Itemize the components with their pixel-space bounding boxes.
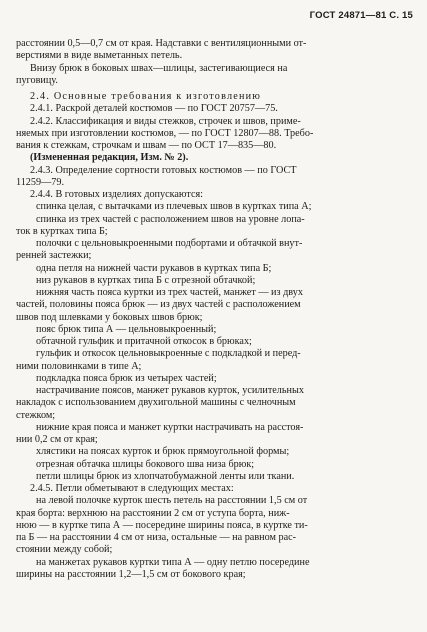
text-line: ними половинками в типе А; — [16, 360, 142, 372]
text-line: швов под шлевками у боковых швов брюк; — [16, 311, 203, 323]
text-line: ренней застежки; — [16, 250, 92, 262]
text-line: стоянии между собой; — [16, 544, 113, 556]
text-line: пуговицу. — [16, 74, 58, 86]
page-header: ГОСТ 24871—81 С. 15 — [309, 10, 413, 21]
text-line: настрачивание поясов, манжет рукавов курток, усилительных — [36, 385, 304, 396]
text-line: спинка целая, с вытачками из плечевых швов в куртках типа А; — [36, 201, 312, 213]
text-line: одна петля на нижней части рукавов в куртках типа Б; — [36, 262, 272, 274]
text-line: ток в куртках типа Б; — [16, 225, 108, 237]
text-line: нижние края пояса и манжет куртки настрачивать на расстоя- — [36, 421, 304, 433]
text-line: хлястики на поясах курток и брюк прямоугольной формы; — [36, 446, 290, 458]
text-line: частей, половины пояса брюк — из двух частей с расположением — [16, 299, 301, 311]
text-line: полочки с цельновыкроенными подбортами и обтачкой внут- — [36, 238, 303, 249]
text-line: 2.4.1. Раскрой деталей костюмов — по ГОСТ 20757—75. — [30, 103, 278, 115]
text-line: пояс брюк типа А — цельновыкроенный; — [36, 323, 217, 335]
text-line: накладок с использованием двухигольной машины с челночным — [16, 397, 296, 409]
text-line: верстиями в виде выметанных петель. — [16, 50, 183, 62]
text-line: 11259—79. — [16, 176, 65, 188]
text-line: стежком; — [16, 409, 56, 421]
text-line: петли шлицы брюк из хлопчатобумажной ленты или ткани. — [36, 470, 295, 482]
text-line: низ рукавов в куртках типа Б с отрезной обтачкой; — [36, 274, 256, 286]
text-line: расстоянии 0,5—0,7 см от края. Надставки с вентиляционными от- — [16, 38, 307, 49]
text-line: нии 0,2 см от края; — [16, 434, 98, 445]
text-line: нижняя часть пояса куртки из трех частей, манжет — из двух — [36, 287, 303, 298]
text-line: 2.4.5. Петли обметывают в следующих местах: — [30, 483, 234, 494]
text-line: па Б — на расстоянии 4 см от низа, остальные — на равном рас- — [16, 532, 297, 543]
document-body — [16, 38, 409, 581]
text-line: 2.4. Основные требования к изготовлению — [30, 91, 262, 102]
text-line: спинка из трех частей с расположением швов на уровне лопа- — [36, 213, 305, 225]
text-line: гульфик и откосок цельновыкроенные с подкладкой и перед- — [36, 348, 301, 360]
text-line: 2.4.4. В готовых изделиях допускаются: — [30, 189, 204, 200]
text-line: обтачной гульфик и притачной откосок в брюках; — [36, 336, 252, 347]
text-line: няемых при изготовлении костюмов, — по ГОСТ 12807—88. Требо- — [16, 127, 314, 139]
text-line: (Измененная редакция, Изм. № 2). — [30, 152, 189, 164]
text-line: края борта: верхнюю на расстоянии 2 см от уступа борта, ниж- — [16, 507, 290, 519]
text-line: нюю — в куртке типа А — посередине ширины пояса, в куртке ти- — [16, 519, 308, 531]
text-line: 2.4.2. Классификация и виды стежков, строчек и швов, приме- — [30, 115, 301, 127]
text-line: отрезная обтачка шлицы бокового шва низа брюк; — [36, 458, 255, 470]
text-line: ширины на расстоянии 1,2—1,5 см от бокового края; — [16, 568, 246, 580]
text-line: 2.4.3. Определение сортности готовых костюмов — по ГОСТ — [30, 164, 297, 176]
text-line: на манжетах рукавов куртки типа А — одну петлю посередине — [36, 556, 310, 568]
text-line: Внизу брюк в боковых швах—шлицы, застегивающиеся на — [30, 62, 288, 74]
text-line: вания к стежкам, строчкам и швам — по ОСТ 17—835—80. — [16, 140, 277, 151]
text-line: на левой полочке курток шесть петель на расстоянии 1,5 см от — [36, 495, 308, 507]
text-line: подкладка пояса брюк из четырех частей; — [36, 372, 217, 384]
